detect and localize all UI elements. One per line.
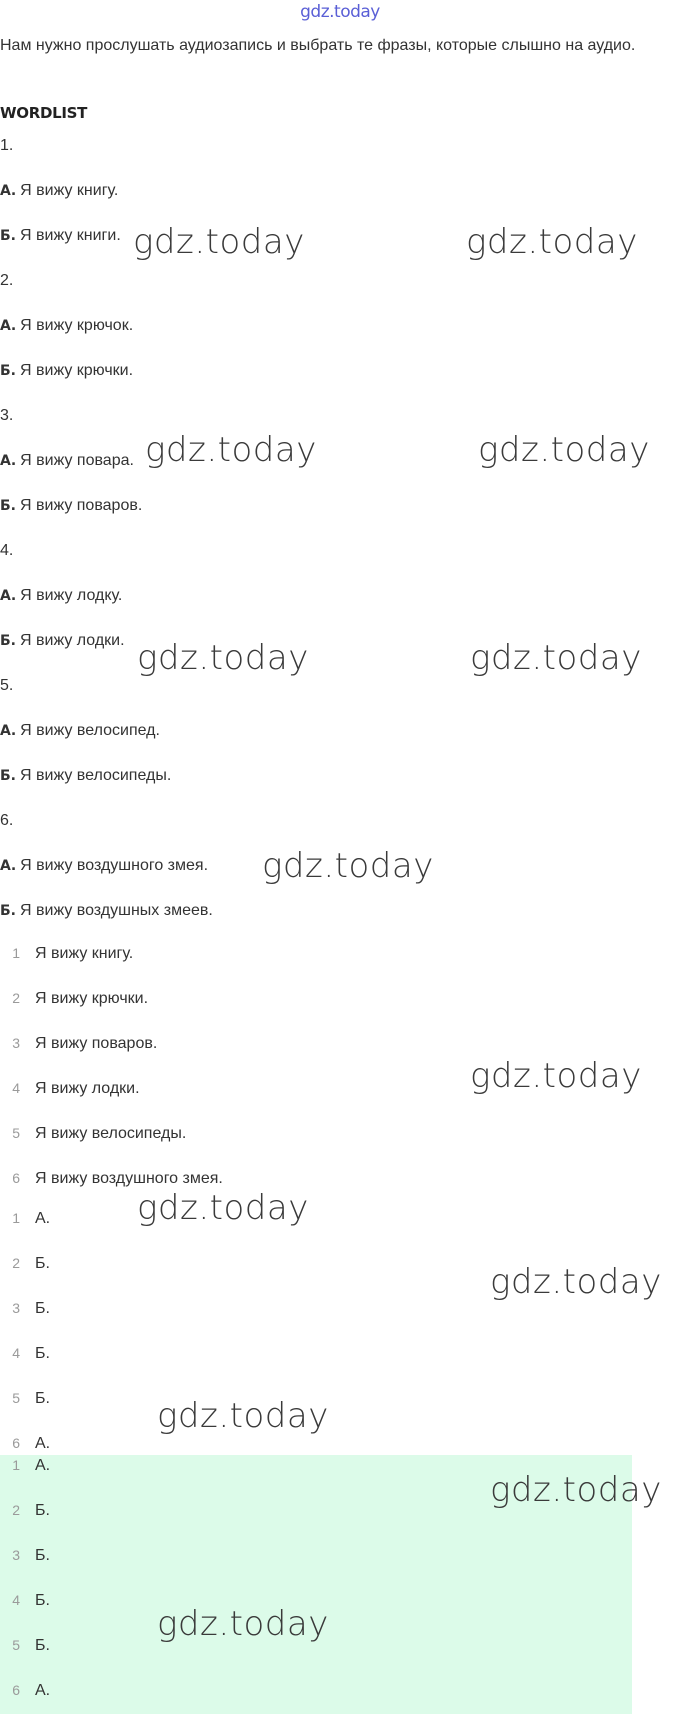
option-text: Я вижу лодку.	[20, 587, 123, 604]
option-label: А.	[0, 858, 17, 874]
watermark: gdz.today	[157, 1604, 329, 1644]
list-item-number: 3	[12, 1035, 20, 1051]
wordlist-item-number: 1.	[0, 137, 14, 154]
list-item	[0, 1208, 680, 1253]
list-item-number: 5	[12, 1390, 20, 1406]
list-item	[0, 1680, 632, 1725]
option-label: Б.	[0, 363, 16, 379]
option-text: Я вижу повара.	[20, 452, 134, 469]
wordlist-option	[0, 631, 640, 676]
watermark: gdz.today	[466, 222, 638, 262]
wordlist-option	[0, 316, 640, 361]
list-item	[0, 1123, 680, 1168]
wordlist-item-number: 5.	[0, 677, 14, 694]
list-item-text: А.	[35, 1682, 51, 1699]
watermark: gdz.today	[470, 638, 642, 678]
wordlist-option	[0, 226, 640, 271]
list-item-number: 6	[12, 1170, 20, 1186]
option-label: А.	[0, 318, 17, 334]
wordlist-item-number: 4.	[0, 542, 14, 559]
list-item	[0, 1545, 632, 1590]
watermark: gdz.today	[145, 430, 317, 470]
wordlist-option	[0, 766, 640, 811]
list-item-number: 2	[12, 1255, 20, 1271]
list-item-number: 3	[12, 1300, 20, 1316]
list-item	[0, 1343, 680, 1388]
option-text: Я вижу велосипеды.	[20, 767, 172, 784]
list-item	[0, 1168, 680, 1213]
watermark: gdz.today	[137, 1188, 309, 1228]
option-label: А.	[0, 588, 17, 604]
list-item	[0, 1253, 680, 1298]
list-item-number: 6	[12, 1435, 20, 1451]
watermark: gdz.today	[157, 1396, 329, 1436]
wordlist-option	[0, 496, 640, 541]
wordlist-option	[0, 361, 640, 406]
wordlist-option	[0, 586, 640, 631]
option-label: Б.	[0, 768, 16, 784]
list-item-number: 4	[12, 1080, 20, 1096]
wordlist	[0, 136, 640, 946]
list-item-number: 4	[12, 1592, 20, 1608]
option-text: Я вижу велосипед.	[20, 722, 160, 739]
list-item-text: Б.	[35, 1637, 50, 1654]
wordlist-option	[0, 856, 640, 901]
watermark: gdz.today	[470, 1056, 642, 1096]
answer-list-highlighted	[0, 1455, 632, 1714]
list-item-text: Я вижу велосипеды.	[35, 1125, 187, 1142]
option-label: Б.	[0, 903, 16, 919]
list-item-text: Я вижу крючки.	[35, 990, 149, 1007]
option-text: Я вижу крючки.	[20, 362, 134, 379]
list-item-number: 5	[12, 1125, 20, 1141]
option-label: Б.	[0, 498, 16, 514]
watermark: gdz.today	[478, 430, 650, 470]
list-item-text: Б.	[35, 1502, 50, 1519]
option-label: Б.	[0, 228, 16, 244]
list-item	[0, 1500, 632, 1545]
list-item	[0, 988, 680, 1033]
wordlist-option	[0, 181, 640, 226]
wordlist-option	[0, 901, 640, 946]
wordlist-item-number: 2.	[0, 272, 14, 289]
wordlist-option	[0, 721, 640, 766]
list-item	[0, 1033, 680, 1078]
list-item	[0, 1298, 680, 1343]
wordlist-option	[0, 451, 640, 496]
sentence-list	[0, 943, 680, 1213]
list-item-number: 4	[12, 1345, 20, 1361]
list-item-number: 3	[12, 1547, 20, 1563]
wordlist-heading: WORDLIST	[0, 104, 88, 122]
list-item-text: Я вижу книгу.	[35, 945, 134, 962]
list-item-text: Б.	[35, 1592, 50, 1609]
wordlist-item-number: 6.	[0, 812, 14, 829]
option-label: А.	[0, 183, 17, 199]
list-item-text: Я вижу лодки.	[35, 1080, 140, 1097]
list-item-text: А.	[35, 1457, 51, 1474]
watermark: gdz.today	[133, 222, 305, 262]
answer-list	[0, 1208, 680, 1478]
option-text: Я вижу воздушного змея.	[20, 857, 209, 874]
watermark: gdz.today	[490, 1262, 662, 1302]
list-item-number: 2	[12, 1502, 20, 1518]
list-item	[0, 943, 680, 988]
option-text: Я вижу воздушных змеев.	[20, 902, 213, 919]
list-item-number: 2	[12, 990, 20, 1006]
list-item-text: Я вижу поваров.	[35, 1035, 158, 1052]
watermark: gdz.today	[490, 1470, 662, 1510]
list-item-text: Б.	[35, 1345, 50, 1362]
list-item	[0, 1078, 680, 1123]
option-text: Я вижу книгу.	[20, 182, 119, 199]
list-item-text: А.	[35, 1210, 51, 1227]
list-item-number: 1	[12, 945, 20, 961]
watermark: gdz.today	[262, 846, 434, 886]
watermark: gdz.today	[137, 638, 309, 678]
option-label: Б.	[0, 633, 16, 649]
list-item	[0, 1455, 632, 1500]
list-item-text: Я вижу воздушного змея.	[35, 1170, 223, 1187]
option-label: А.	[0, 453, 17, 469]
option-text: Я вижу лодки.	[20, 632, 125, 649]
option-text: Я вижу крючок.	[20, 317, 134, 334]
list-item-text: А.	[35, 1435, 51, 1452]
list-item-text: Б.	[35, 1547, 50, 1564]
list-item	[0, 1635, 632, 1680]
list-item	[0, 1590, 632, 1635]
list-item-number: 5	[12, 1637, 20, 1653]
list-item-number: 1	[12, 1457, 20, 1473]
task-instruction: Нам нужно прослушать аудиозапись и выбрать те фразы, которые слышно на аудио.	[0, 37, 636, 54]
list-item-number: 1	[12, 1210, 20, 1226]
option-label: А.	[0, 723, 17, 739]
list-item-text: Б.	[35, 1255, 50, 1272]
list-item-number: 6	[12, 1682, 20, 1698]
list-item-text: Б.	[35, 1300, 50, 1317]
option-text: Я вижу книги.	[20, 227, 121, 244]
list-item-text: Б.	[35, 1390, 50, 1407]
wordlist-item-number: 3.	[0, 407, 14, 424]
site-logo[interactable]: gdz.today	[300, 2, 380, 22]
option-text: Я вижу поваров.	[20, 497, 143, 514]
list-item	[0, 1388, 680, 1433]
